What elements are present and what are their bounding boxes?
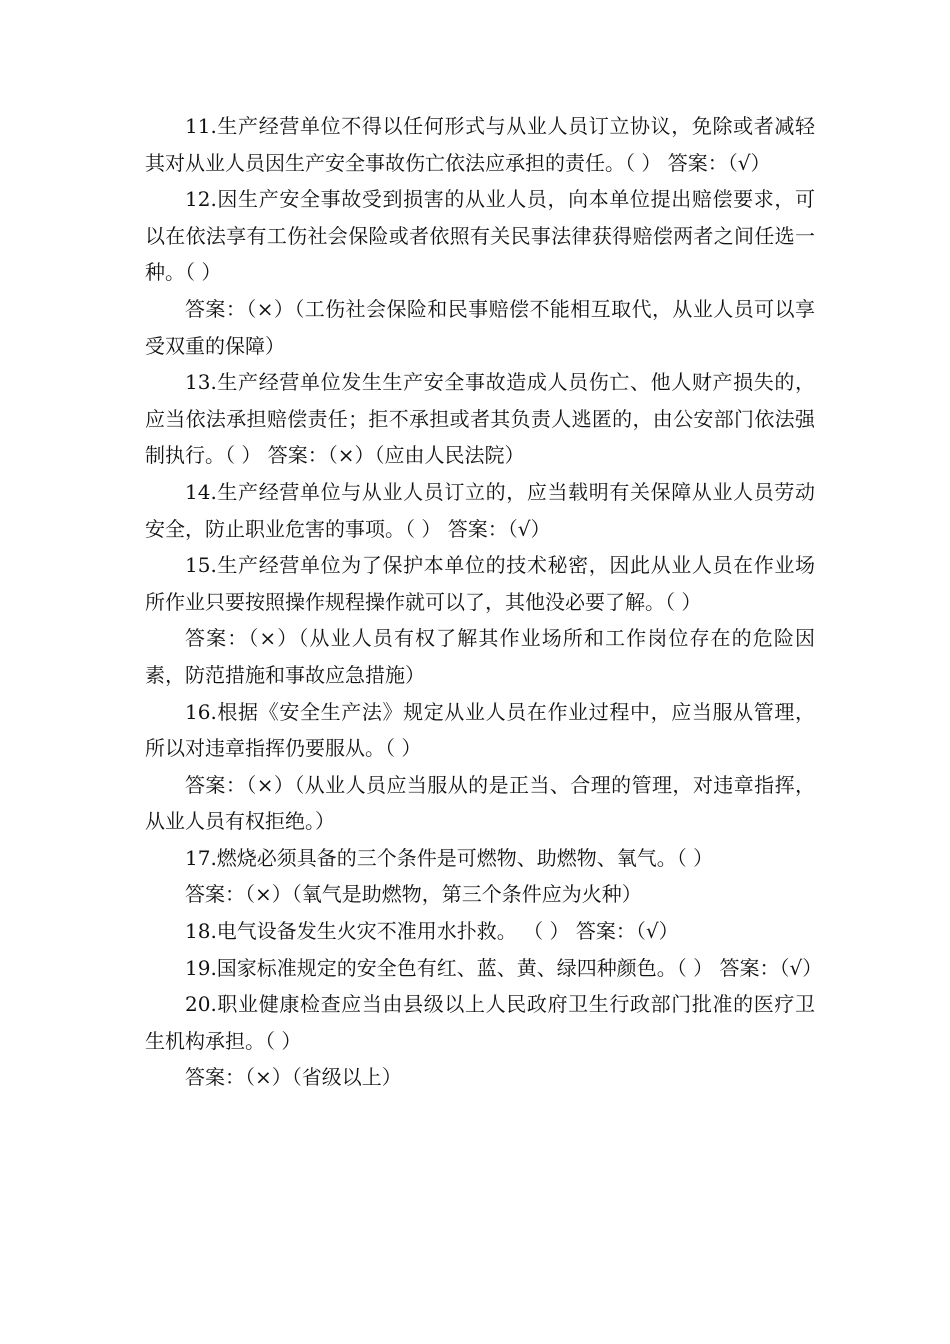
- question-12: 12.因生产安全事故受到损害的从业人员，向本单位提出赔偿要求，可以在依法享有工伤社会保险或者依照有关民事法律获得赔偿两者之间任选一种。（ ）: [145, 187, 815, 285]
- answer-16: 答案：（×）（从业人员应当服从的是正当、合理的管理，对违章指挥，从业人员有权拒绝。）: [145, 772, 815, 834]
- question-15: 15.生产经营单位为了保护本单位的技术秘密，因此从业人员在作业场所作业只要按照操作规程操作就可以了，其他没必要了解。（ ）: [145, 553, 815, 614]
- document-body: [145, 108, 823, 1096]
- answer-12: 答案：（×）（工伤社会保险和民事赔偿不能相互取代，从业人员可以享受双重的保障）: [145, 296, 815, 358]
- question-11: 11.生产经营单位不得以任何形式与从业人员订立协议，免除或者减轻其对从业人员因生产安全事故伤亡依法应承担的责任。（ ） 答案：（√）: [145, 114, 815, 175]
- question-13: 13.生产经营单位发生生产安全事故造成人员伤亡、他人财产损失的，应当依法承担赔偿责任；拒不承担或者其负责人逃匿的，由公安部门依法强制执行。（ ） 答案：（×）（应由人民法院）: [145, 370, 815, 468]
- answer-20: 答案：（×）（省级以上）: [185, 1065, 402, 1090]
- question-20: 20.职业健康检查应当由县级以上人民政府卫生行政部门批准的医疗卫生机构承担。（ ）: [145, 992, 815, 1053]
- question-14: 14.生产经营单位与从业人员订立的，应当载明有关保障从业人员劳动安全，防止职业危害的事项。（ ） 答案：（√）: [145, 479, 815, 541]
- question-17: 17.燃烧必须具备的三个条件是可燃物、助燃物、氧气。（ ）: [185, 845, 714, 870]
- question-18: 18.电气设备发生火灾不准用水扑救。 （ ） 答案：（√）: [185, 919, 679, 944]
- answer-15: 答案：（×）（从业人员有权了解其作业场所和工作岗位存在的危险因素，防范措施和事故应急措施）: [145, 626, 815, 687]
- answer-17: 答案：（×）（氧气是助燃物，第三个条件应为火种）: [185, 882, 642, 907]
- question-19: 19.国家标准规定的安全色有红、蓝、黄、绿四种颜色。（ ） 答案：（√）: [185, 955, 823, 980]
- question-16: 16.根据《安全生产法》规定从业人员在作业过程中，应当服从管理，所以对违章指挥仍要服从。（ ）: [145, 699, 815, 761]
